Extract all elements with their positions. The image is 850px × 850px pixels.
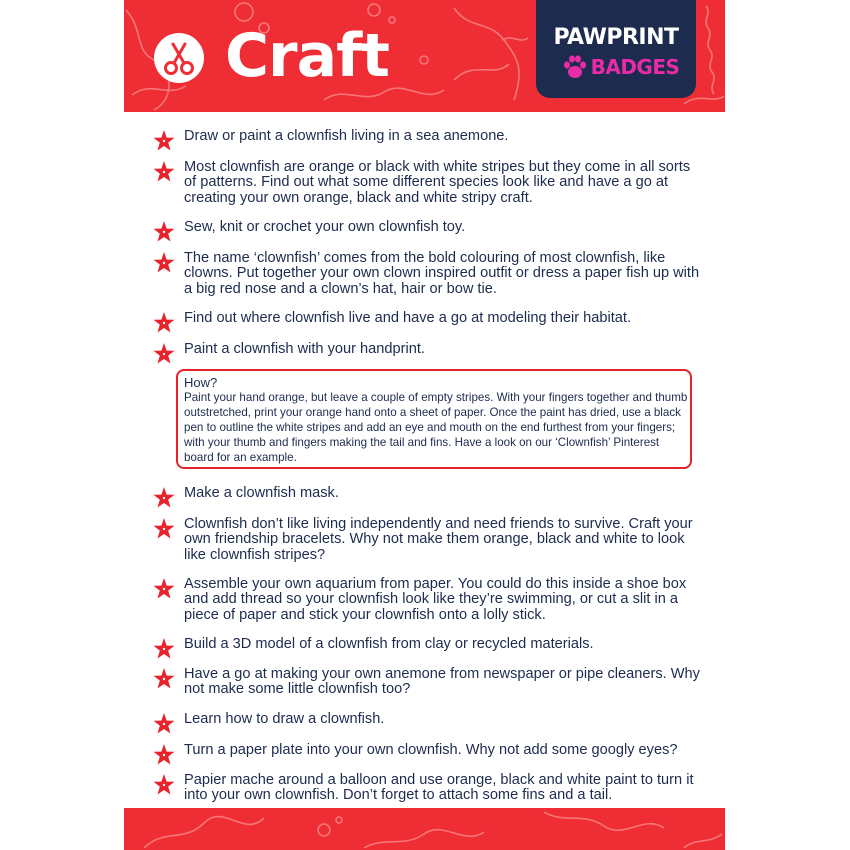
activity-text: Build a 3D model of a clownfish from clay or recycled materials. [184,636,594,652]
starfish-icon [152,486,176,510]
starfish-icon [152,712,176,736]
starfish-icon [152,220,176,244]
starfish-icon [152,667,176,691]
activity-text: Papier mache around a balloon and use orange, black and white paint to turn it into your own clownfish. Don’t forget to attach some fins and a tail. [184,772,694,804]
starfish-icon [152,637,176,661]
activity-text: The name ‘clownfish’ comes from the bold colouring of most clownfish, like clowns. Put together your own clown inspired outfit or dress a paper fish up with a big red nose and a clown’s hat, hair or bow tie. [184,250,700,297]
footer-banner [124,808,725,850]
activity-text: Paint a clownfish with your handprint. [184,341,425,357]
starfish-icon [152,517,176,541]
starfish-icon [152,342,176,366]
starfish-icon [152,311,176,335]
how-to-box [176,369,692,469]
sea-pattern-decoration [124,808,725,850]
activity-list [124,0,725,850]
activity-text: Assemble your own aquarium from paper. You could do this inside a shoe box and add thread so your clownfish look like they’re swimming, or cut a slit in a piece of paper and stick your clownfish onto a lolly stick. [184,576,687,623]
activity-text: Most clownfish are orange or black with white stripes but they come in all sorts of patterns. Find out what some different species look like and have a go at creating your own orange, black and white stripy craft. [184,159,691,206]
activity-text: Turn a paper plate into your own clownfish. Why not add some googly eyes? [184,742,678,758]
activity-text: Draw or paint a clownfish living in a sea anemone. [184,128,509,144]
starfish-icon [152,129,176,153]
starfish-icon [152,160,176,184]
starfish-icon [152,577,176,601]
starfish-icon [152,251,176,275]
logo-text-badges: BADGES [590,55,680,79]
how-instructions: Paint your hand orange, but leave a couple of empty stripes. With your fingers together and thumb outstretched, print your orange hand onto a sheet of paper. Once the paint has dried, use a black pen to outline the white stripes and add an eye and mouth on the end furthest from your fingers; with your thumb and fingers making the tail and fins. Have a look on our ‘Clownfish’ Pinterest board for an example. [184,391,688,464]
page-title: Craft [225,21,389,91]
activity-text: Make a clownfish mask. [184,485,339,501]
starfish-icon [152,773,176,797]
logo-text-pawprint: PAWPRINT [553,25,679,50]
activity-text: Learn how to draw a clownfish. [184,711,385,727]
activity-text: Sew, knit or crochet your own clownfish toy. [184,219,466,235]
activity-text: Have a go at making your own anemone from newspaper or pipe cleaners. Why not make some little clownfish too? [184,666,700,698]
activity-sheet [124,0,725,850]
activity-text: Find out where clownfish live and have a go at modeling their habitat. [184,310,631,326]
how-title: How? [184,375,218,390]
starfish-icon [152,743,176,767]
activity-text: Clownfish don’t like living independently and need friends to survive. Craft your own friendship bracelets. Why not make them orange, black and white to look like clownfish stripes? [184,516,693,563]
